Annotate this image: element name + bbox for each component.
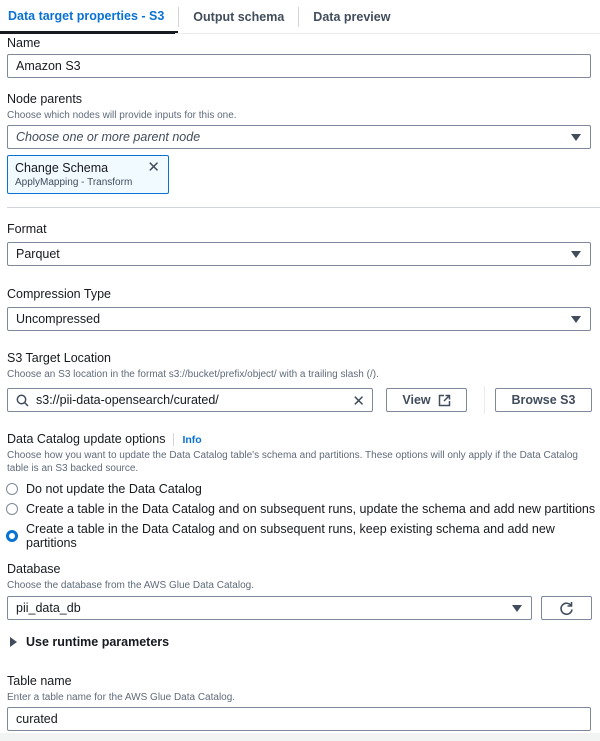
radio-button-checked[interactable] [6, 530, 18, 542]
caret-down-icon [512, 605, 522, 612]
database-select[interactable] [7, 596, 532, 620]
node-parents-placeholder: Choose one or more parent node [16, 130, 201, 144]
table-name-value: curated [16, 712, 58, 726]
radio-label: Do not update the Data Catalog [26, 482, 202, 496]
node-parents-select[interactable] [7, 125, 591, 149]
parent-node-token [7, 155, 169, 194]
format-select[interactable] [7, 242, 591, 266]
table-name-label: Table name [7, 674, 72, 688]
node-parents-description: Choose which nodes will provide inputs for this one. [7, 110, 237, 121]
remove-token-icon[interactable]: ✕ [147, 159, 160, 176]
caret-down-icon [571, 251, 581, 258]
info-link[interactable]: Info [182, 434, 202, 446]
radio-option-keep-schema[interactable] [6, 522, 600, 550]
radio-label: Create a table in the Data Catalog and on subsequent runs, keep existing schema and add new partitions [26, 522, 555, 550]
compression-value: Uncompressed [16, 312, 101, 326]
radio-button[interactable] [6, 483, 18, 495]
external-link-icon [438, 394, 451, 407]
s3-target-label: S3 Target Location [7, 351, 112, 365]
tab-output-schema[interactable]: Output schema [193, 10, 285, 24]
refresh-button[interactable] [541, 596, 592, 620]
clear-icon[interactable]: ✕ [352, 393, 365, 410]
name-input[interactable] [7, 54, 591, 78]
tab-bar [0, 0, 600, 34]
tab-data-target-properties[interactable]: Data target properties - S3 [0, 0, 178, 34]
token-subtitle: ApplyMapping - Transform [15, 177, 133, 188]
caret-right-icon [10, 637, 17, 647]
name-label: Name [7, 36, 41, 50]
compression-select[interactable] [7, 307, 591, 331]
footer-strip [0, 733, 600, 741]
radio-option-no-update[interactable] [6, 482, 202, 496]
database-value: pii_data_db [16, 601, 81, 615]
radio-label: Create a table in the Data Catalog and on subsequent runs, update the schema and add new partitions [26, 502, 596, 516]
token-title: Change Schema [15, 161, 109, 175]
name-value: Amazon S3 [16, 59, 81, 73]
view-button[interactable] [386, 388, 467, 412]
button-separator [484, 386, 485, 414]
radio-button[interactable] [6, 503, 18, 515]
s3-path-input[interactable] [7, 388, 373, 412]
browse-s3-button[interactable]: Browse S3 [495, 388, 592, 412]
catalog-options-description: Choose how you want to update the Data Catalog table's schema and partitions. These options will only apply if the Data Catalog table is an S3 backed source. [7, 450, 578, 474]
tab-data-preview[interactable]: Data preview [313, 10, 391, 24]
format-value: Parquet [16, 247, 60, 261]
refresh-icon [559, 601, 574, 616]
table-name-description: Enter a table name for the AWS Glue Data Catalog. [7, 692, 236, 703]
format-label: Format [7, 222, 47, 236]
caret-down-icon [571, 316, 581, 323]
search-icon [16, 394, 29, 407]
database-label: Database [7, 562, 61, 576]
caret-down-icon [571, 134, 581, 141]
view-button-label: View [402, 393, 431, 407]
section-divider [7, 207, 600, 208]
s3-target-description: Choose an S3 location in the format s3://bucket/prefix/object/ with a trailing slash (/). [7, 369, 379, 380]
s3-path-value: s3://pii-data-opensearch/curated/ [36, 393, 219, 407]
catalog-options-label [7, 432, 202, 446]
node-parents-label: Node parents [7, 92, 83, 106]
tabs-underline [175, 33, 600, 34]
runtime-parameters-expander[interactable] [10, 635, 169, 649]
database-description: Choose the database from the AWS Glue Data Catalog. [7, 580, 254, 591]
runtime-parameters-label: Use runtime parameters [26, 635, 170, 649]
catalog-options-title: Data Catalog update options [7, 432, 166, 446]
compression-label: Compression Type [7, 287, 111, 301]
radio-option-update-schema[interactable] [6, 502, 595, 516]
table-name-input[interactable] [7, 707, 591, 731]
